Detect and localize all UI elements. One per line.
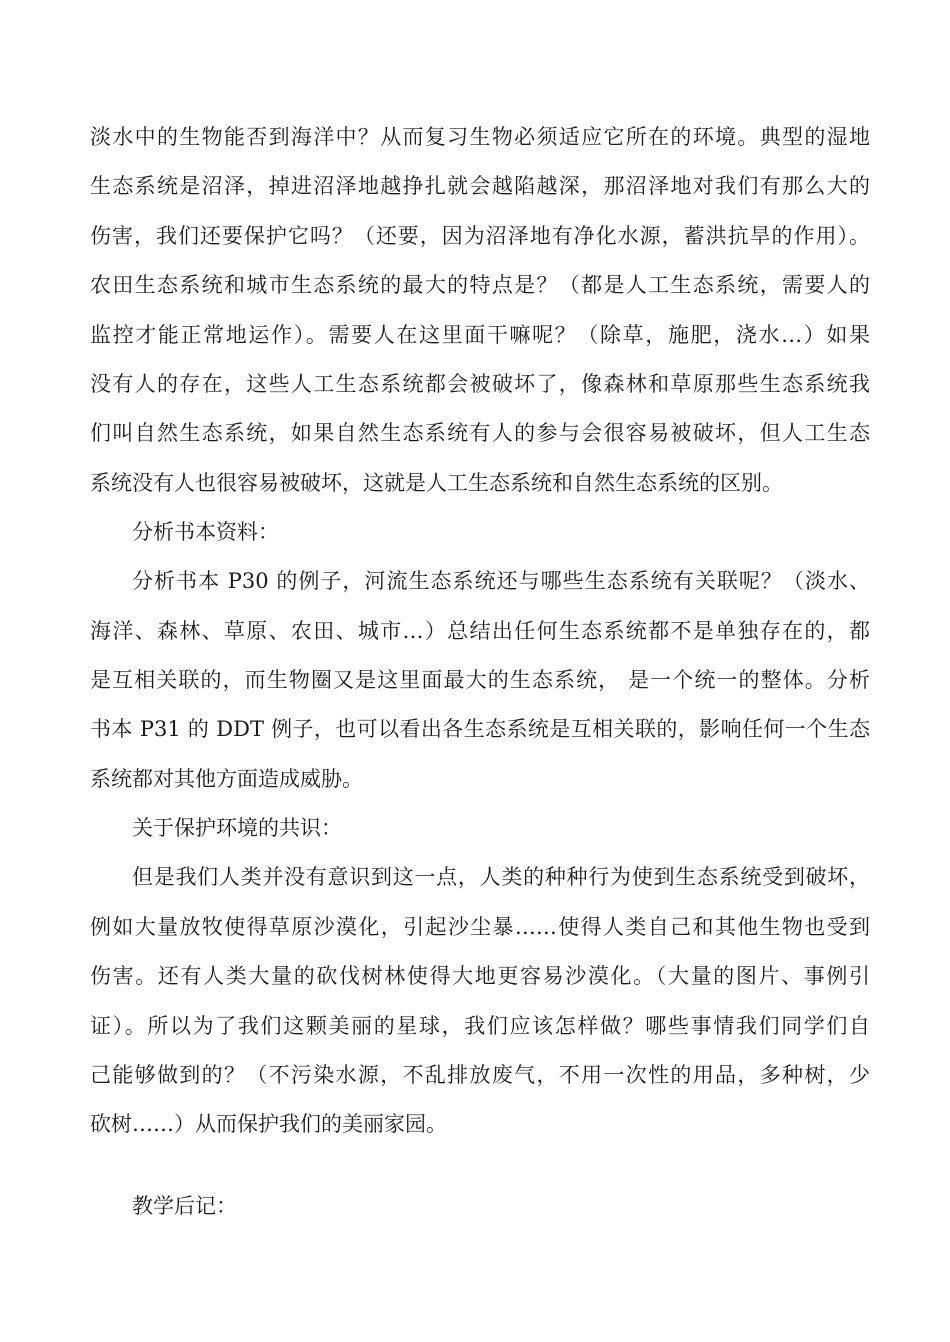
section-heading: 分析书本资料：	[132, 520, 279, 544]
text-line: 淡水中的生物能否到海洋中？从而复习生物必须适应它所在的环境。典型的湿地	[90, 125, 870, 149]
text-line: 海洋、森林、草原、农田、城市…）总结出任何生态系统都不是单独存在的，都	[90, 619, 870, 643]
text-line: 证）。所以为了我们这颗美丽的星球，我们应该怎样做？哪些事情我们同学们自	[90, 1014, 870, 1038]
text-line: 例如大量放牧使得草原沙漠化，引起沙尘暴……使得人类自己和其他生物也受到	[90, 915, 870, 939]
section-heading: 教学后记：	[132, 1194, 237, 1218]
text-line: 们叫自然生态系统，如果自然生态系统有人的参与会很容易被破坏，但人工生态	[90, 421, 870, 445]
text-line: 没有人的存在，这些人工生态系统都会被破坏了，像森林和草原那些生态系统我	[90, 372, 870, 396]
text-line: 农田生态系统和城市生态系统的最大的特点是？（都是人工生态系统，需要人的	[90, 273, 870, 297]
text-line: 是互相关联的，而生物圈又是这里面最大的生态系统， 是一个统一的整体。分析	[90, 668, 870, 692]
text-line: 砍树……）从而保护我们的美丽家园。	[90, 1112, 447, 1136]
text-line: 己能够做到的？（不污染水源，不乱排放废气，不用一次性的用品，多种树，少	[90, 1063, 870, 1087]
section-heading: 关于保护环境的共识：	[132, 816, 342, 840]
text-line: 伤害。还有人类大量的砍伐树林使得大地更容易沙漠化。（大量的图片、事例引	[90, 964, 870, 988]
text-line: 监控才能正常地运作）。需要人在这里面干嘛呢？（除草，施肥，浇水…）如果	[90, 323, 870, 347]
text-line: 书本 P31 的 DDT 例子，也可以看出各生态系统是互相关联的，影响任何一个生态	[90, 717, 870, 741]
text-line: 伤害，我们还要保护它吗？（还要，因为沼泽地有净化水源，蓄洪抗旱的作用）。	[90, 224, 870, 248]
text-line: 但是我们人类并没有意识到这一点，人类的种种行为使到生态系统受到破坏，	[132, 865, 870, 889]
text-line: 系统都对其他方面造成威胁。	[90, 767, 363, 791]
text-line: 系统没有人也很容易被破坏，这就是人工生态系统和自然生态系统的区别。	[90, 471, 783, 495]
text-line: 分析书本 P30 的例子，河流生态系统还与哪些生态系统有关联呢？（淡水、	[132, 569, 870, 593]
text-line: 生态系统是沼泽，掉进沼泽地越挣扎就会越陷越深，那沼泽地对我们有那么大的	[90, 174, 870, 198]
